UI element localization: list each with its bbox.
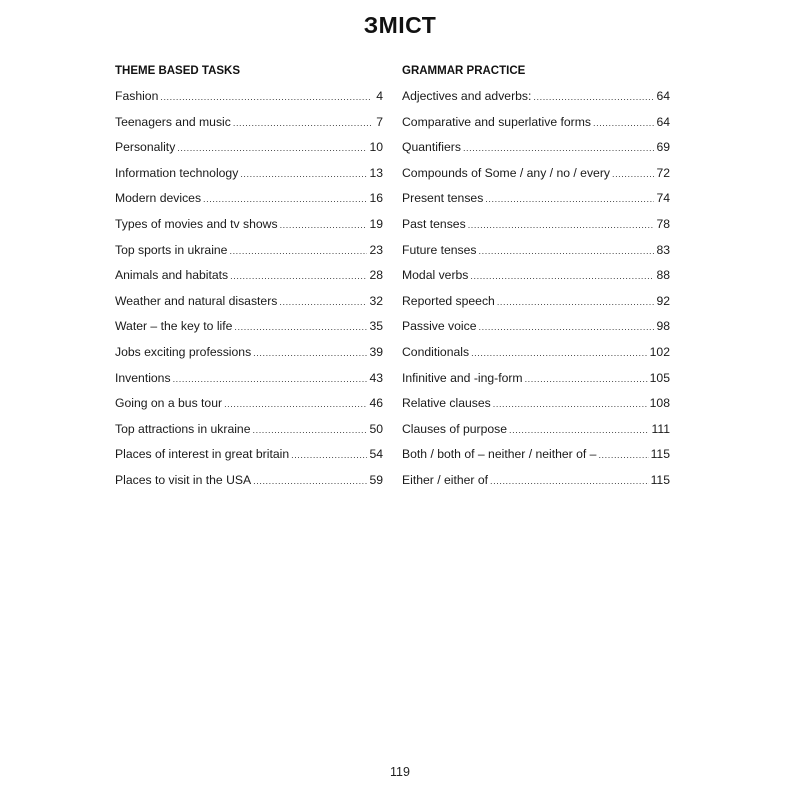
toc-entry-page: 69	[656, 140, 670, 155]
dot-leader	[490, 469, 649, 495]
toc-entry-title[interactable]: Past tenses	[402, 216, 466, 231]
toc-entry[interactable]	[115, 340, 383, 366]
toc-entry-title[interactable]: Water – the key to life	[115, 319, 233, 334]
toc-entry-title[interactable]: Both / both of – neither / neither of –	[402, 447, 597, 462]
toc-entry[interactable]	[115, 186, 383, 212]
dot-leader	[479, 239, 655, 265]
toc-entry[interactable]	[115, 263, 383, 289]
toc-list-grammar-practice	[402, 84, 670, 494]
dot-leader	[497, 290, 655, 316]
toc-entry-title[interactable]: Places of interest in great britain	[115, 447, 290, 462]
toc-entry-title[interactable]: Animals and habitats	[115, 268, 229, 283]
toc-entry-page: 13	[369, 165, 383, 180]
toc-entry[interactable]	[402, 238, 670, 264]
toc-entry-page: 7	[376, 114, 383, 129]
toc-entry-page: 102	[649, 344, 670, 359]
toc-entry-title[interactable]: Jobs exciting professions	[115, 344, 252, 359]
toc-entry[interactable]	[402, 468, 670, 494]
toc-entry-page: 83	[656, 242, 670, 257]
toc-entry-title[interactable]: Modal verbs	[402, 268, 469, 283]
dot-leader	[509, 418, 649, 444]
toc-entry-page: 50	[369, 421, 383, 436]
toc-entry-title[interactable]: Fashion	[115, 89, 159, 103]
toc-entry-title[interactable]: Passive voice	[402, 319, 477, 334]
toc-entry-page: 72	[656, 165, 670, 180]
dot-leader	[463, 136, 655, 162]
toc-entry[interactable]	[115, 212, 383, 238]
dot-leader	[470, 264, 654, 290]
page-title: ЗМІСТ	[363, 12, 437, 38]
toc-entry-title[interactable]: Infinitive and -ing-form	[402, 370, 523, 385]
dot-leader	[229, 239, 367, 265]
toc-entry-title[interactable]: Types of movies and tv shows	[115, 216, 278, 231]
toc-entry[interactable]	[115, 417, 383, 443]
toc-entry[interactable]	[402, 186, 670, 212]
toc-entry-title[interactable]: Going on a bus tour	[115, 396, 223, 411]
dot-leader	[280, 213, 368, 239]
toc-entry[interactable]	[402, 366, 670, 392]
toc-entry-page: 111	[651, 421, 670, 436]
toc-entry[interactable]	[402, 84, 670, 110]
toc-entry-page: 28	[369, 268, 383, 283]
toc-entry-title[interactable]: Comparative and superlative forms	[402, 114, 591, 129]
dot-leader	[224, 392, 367, 418]
toc-entry-page: 35	[369, 319, 383, 334]
dot-leader	[234, 315, 367, 341]
dot-leader	[479, 315, 655, 341]
toc-entry-page: 4	[376, 89, 383, 103]
toc-entry[interactable]	[115, 314, 383, 340]
toc-entry[interactable]	[402, 442, 670, 468]
toc-entry-title[interactable]: Personality	[115, 140, 176, 155]
dot-leader	[253, 341, 367, 367]
toc-entry-page: 92	[656, 293, 670, 308]
dot-leader	[230, 264, 367, 290]
toc-entry[interactable]	[402, 135, 670, 161]
toc-entry-page: 64	[656, 89, 670, 103]
dot-leader	[160, 85, 371, 111]
toc-entry[interactable]	[402, 417, 670, 443]
dot-leader	[533, 85, 654, 111]
toc-entry-title[interactable]: Adjectives and adverbs:	[402, 89, 532, 103]
toc-entry-title[interactable]: Present tenses	[402, 191, 484, 206]
dot-leader	[240, 162, 367, 188]
toc-entry[interactable]	[115, 468, 383, 494]
toc-entry-title[interactable]: Teenagers and music	[115, 114, 231, 129]
toc-entry-page: 39	[369, 344, 383, 359]
dot-leader	[203, 187, 367, 213]
toc-entry[interactable]	[115, 161, 383, 187]
toc-entry-title[interactable]: Information technology	[115, 165, 239, 180]
toc-entry-title[interactable]: Reported speech	[402, 293, 495, 308]
toc-entry[interactable]	[115, 238, 383, 264]
section-heading-grammar-practice: GRAMMAR PRACTICE	[402, 65, 526, 77]
toc-entry[interactable]	[402, 212, 670, 238]
toc-entry[interactable]	[402, 314, 670, 340]
dot-leader	[279, 290, 367, 316]
toc-entry-title[interactable]: Future tenses	[402, 242, 477, 257]
toc-entry-page: 115	[650, 472, 670, 487]
dot-leader	[593, 111, 654, 137]
toc-entry-page: 64	[656, 114, 670, 129]
toc-entry-title[interactable]: Clauses of purpose	[402, 421, 508, 436]
toc-entry-title[interactable]: Conditionals	[402, 344, 470, 359]
toc-entry-page: 98	[656, 319, 670, 334]
toc-entry-page: 88	[656, 268, 670, 283]
toc-entry-page: 19	[369, 216, 383, 231]
toc-entry-page: 54	[369, 447, 383, 462]
toc-entry[interactable]	[115, 135, 383, 161]
dot-leader	[612, 162, 654, 188]
dot-leader	[598, 443, 648, 469]
dot-leader	[253, 469, 367, 495]
toc-entry-page: 78	[656, 216, 670, 231]
toc-entry-title[interactable]: Modern devices	[115, 191, 202, 206]
toc-entry-title[interactable]: Top attractions in ukraine	[115, 421, 251, 436]
grammar-practice-column	[402, 62, 670, 494]
page-number: 119	[390, 765, 410, 779]
toc-entry-page: 10	[369, 140, 383, 155]
toc-entry[interactable]	[402, 161, 670, 187]
toc-entry-title[interactable]: Either / either of	[402, 472, 489, 487]
dot-leader	[525, 367, 648, 393]
toc-entry[interactable]	[115, 289, 383, 315]
toc-entry[interactable]	[115, 110, 383, 136]
toc-entry[interactable]	[115, 84, 383, 110]
toc-entry-page: 59	[369, 472, 383, 487]
theme-based-tasks-column	[115, 62, 383, 494]
toc-entry[interactable]	[115, 442, 383, 468]
toc-entry[interactable]	[115, 366, 383, 392]
toc-entry[interactable]	[402, 263, 670, 289]
toc-entry-title[interactable]: Relative clauses	[402, 396, 491, 411]
toc-entry-title[interactable]: Compounds of Some / any / no / every	[402, 165, 610, 180]
dot-leader	[468, 213, 655, 239]
dot-leader	[291, 443, 367, 469]
toc-entry-page: 74	[656, 191, 670, 206]
toc-entry-title[interactable]: Top sports in ukraine	[115, 242, 228, 257]
dot-leader	[493, 392, 648, 418]
toc-entry-page: 32	[369, 293, 383, 308]
toc-entry-title[interactable]: Inventions	[115, 370, 171, 385]
toc-entry[interactable]	[402, 289, 670, 315]
dot-leader	[253, 418, 368, 444]
toc-entry-page: 23	[369, 242, 383, 257]
toc-entry[interactable]	[402, 110, 670, 136]
toc-entry-page: 46	[369, 396, 383, 411]
toc-entry-page: 105	[649, 370, 670, 385]
toc-entry-page: 108	[649, 396, 670, 411]
toc-entry[interactable]	[402, 340, 670, 366]
dot-leader	[471, 341, 648, 367]
dot-leader	[485, 187, 654, 213]
dot-leader	[233, 111, 371, 137]
section-heading-theme-based-tasks: THEME BASED TASKS	[115, 65, 241, 77]
toc-entry[interactable]	[402, 391, 670, 417]
dot-leader	[177, 136, 367, 162]
toc-entry-title[interactable]: Weather and natural disasters	[115, 293, 278, 308]
toc-entry-title[interactable]: Places to visit in the USA	[115, 472, 252, 487]
toc-entry[interactable]	[115, 391, 383, 417]
dot-leader	[173, 367, 368, 393]
toc-list-theme-based-tasks	[115, 84, 383, 494]
toc-entry-page: 115	[650, 447, 670, 462]
toc-entry-page: 43	[369, 370, 383, 385]
toc-entry-page: 16	[369, 191, 383, 206]
toc-entry-title[interactable]: Quantifiers	[402, 140, 461, 155]
